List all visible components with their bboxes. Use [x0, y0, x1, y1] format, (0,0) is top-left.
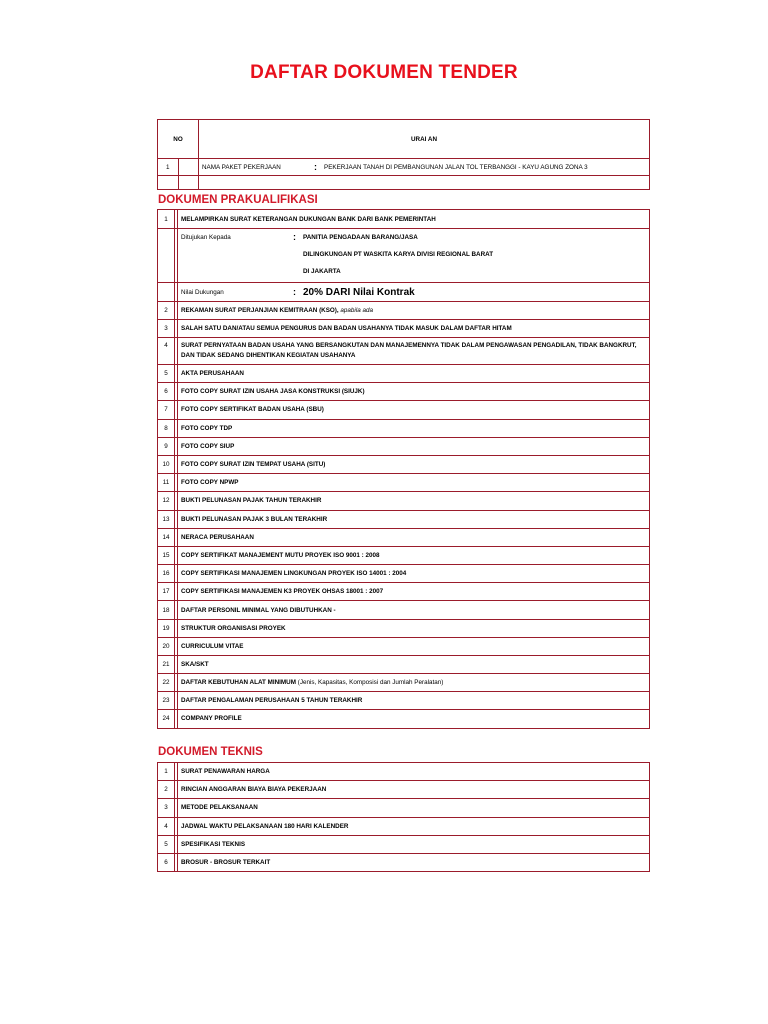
row-text: STRUKTUR ORGANISASI PROYEK	[178, 619, 650, 637]
table-row	[158, 510, 650, 528]
table-row	[158, 692, 650, 710]
row-number: 2	[158, 302, 175, 320]
row-number: 12	[158, 492, 175, 510]
table-row	[158, 565, 650, 583]
row-number: 18	[158, 601, 175, 619]
table-row	[158, 492, 650, 510]
row-text: SKA/SKT	[178, 656, 650, 674]
paket-label: NAMA PAKET PEKERJAAN	[202, 163, 281, 171]
table-row	[158, 637, 650, 655]
ditujukan-line-2: DILINGKUNGAN PT WASKITA KARYA DIVISI REGIONAL BARAT	[303, 251, 494, 258]
row-number: 9	[158, 437, 175, 455]
row-text: COMPANY PROFILE	[178, 710, 650, 728]
row-text: JADWAL WAKTU PELAKSANAAN 180 HARI KALENDER	[178, 817, 650, 835]
row-number: 4	[158, 817, 175, 835]
row-text: COPY SERTIFIKASI MANAJEMEN LINGKUNGAN PROYEK ISO 14001 : 2004	[178, 565, 650, 583]
table-row	[158, 437, 650, 455]
table-row	[158, 799, 650, 817]
row-number: 6	[158, 853, 175, 871]
prakualifikasi-table	[157, 209, 650, 729]
row-number: 20	[158, 637, 175, 655]
row-text: RINCIAN ANGGARAN BIAYA BIAYA PEKERJAAN	[178, 781, 650, 799]
row-number: 8	[158, 419, 175, 437]
row-text: COPY SERTIFIKASI MANAJEMEN K3 PROYEK OHSAS 18001 : 2007	[178, 583, 650, 601]
row-number: 22	[158, 674, 175, 692]
nilai-label: Nilai Dukungan	[181, 288, 224, 296]
ditujukan-line-3: DI JAKARTA	[303, 268, 341, 275]
row-text: FOTO COPY NPWP	[178, 474, 650, 492]
row-text	[178, 674, 650, 692]
paket-value: PEKERJAAN TANAH DI PEMBANGUNAN JALAN TOL TERBANGGI - KAYU AGUNG ZONA 3	[324, 163, 588, 171]
row-number: 6	[158, 383, 175, 401]
table-row	[158, 583, 650, 601]
kso-text: REKAMAN SURAT PERJANJIAN KEMITRAAN (KSO),	[181, 307, 339, 314]
row-number: 16	[158, 565, 175, 583]
row-number: 3	[158, 320, 175, 338]
colon: :	[293, 232, 296, 242]
row-text: FOTO COPY SURAT IZIN TEMPAT USAHA (SITU)	[178, 455, 650, 473]
row-number: 5	[158, 365, 175, 383]
row-number: 17	[158, 583, 175, 601]
row-number: 1	[158, 159, 179, 176]
row-text: FOTO COPY SERTIFIKAT BADAN USAHA (SBU)	[178, 401, 650, 419]
row-text: FOTO COPY SURAT IZIN USAHA JASA KONSTRUKSI (SIUJK)	[178, 383, 650, 401]
table-row	[158, 365, 650, 383]
row-text: SURAT PENAWARAN HARGA	[178, 763, 650, 781]
row-number: 2	[158, 781, 175, 799]
ditujukan-line-1: PANITIA PENGADAAN BARANG/JASA	[303, 234, 418, 241]
row-text: METODE PELAKSANAAN	[178, 799, 650, 817]
alat-text: DAFTAR KEBUTUHAN ALAT MINIMUM	[181, 679, 296, 687]
nilai-row	[181, 287, 649, 298]
row-number: 14	[158, 528, 175, 546]
table-row	[158, 601, 650, 619]
row-text: MELAMPIRKAN SURAT KETERANGAN DUKUNGAN BANK DARI BANK PEMERINTAH	[178, 210, 650, 229]
table-row	[158, 383, 650, 401]
colon: :	[314, 161, 317, 172]
row-number: 7	[158, 401, 175, 419]
column-header-uraian: URAI AN	[199, 120, 650, 159]
row-text: FOTO COPY SIUP	[178, 437, 650, 455]
table-row	[158, 528, 650, 546]
row-text: SALAH SATU DAN/ATAU SEMUA PENGURUS DAN BADAN USAHANYA TIDAK MASUK DALAM DAFTAR HITAM	[178, 320, 650, 338]
nilai-value: 20% DARI Nilai Kontrak	[303, 286, 415, 298]
row-number: 3	[158, 799, 175, 817]
row-text	[178, 302, 650, 320]
table-row	[158, 781, 650, 799]
paket-row	[202, 161, 649, 172]
pernyataan-line-2: DAN TIDAK SEDANG DIHENTIKAN KEGIATAN USAHANYA	[181, 352, 356, 359]
row-text: COPY SERTIFIKAT MANAJEMENT MUTU PROYEK ISO 9001 : 2008	[178, 546, 650, 564]
table-row	[158, 656, 650, 674]
table-row	[158, 619, 650, 637]
row-text: BUKTI PELUNASAN PAJAK TAHUN TERAKHIR	[178, 492, 650, 510]
teknis-table	[157, 762, 650, 872]
kso-note: apabila ada	[340, 307, 373, 314]
table-row	[158, 817, 650, 835]
row-text: FOTO COPY TDP	[178, 419, 650, 437]
row-number: 19	[158, 619, 175, 637]
table-row	[158, 419, 650, 437]
alat-note: (Jenis, Kapasitas, Komposisi dan Jumlah Peralatan)	[297, 679, 444, 687]
document-title: DAFTAR DOKUMEN TENDER	[250, 62, 518, 83]
table-row	[158, 835, 650, 853]
row-number: 15	[158, 546, 175, 564]
row-text: DAFTAR PERSONIL MINIMAL YANG DIBUTUHKAN -	[178, 601, 650, 619]
table-row	[158, 401, 650, 419]
row-number: 5	[158, 835, 175, 853]
row-text: BROSUR - BROSUR TERKAIT	[178, 853, 650, 871]
section-title-teknis: DOKUMEN TEKNIS	[158, 746, 263, 758]
row-number: 4	[158, 338, 175, 365]
header-table	[157, 119, 650, 190]
colon: :	[293, 286, 296, 297]
table-row	[158, 763, 650, 781]
row-text: DAFTAR PENGALAMAN PERUSAHAAN 5 TAHUN TERAKHIR	[178, 692, 650, 710]
column-header-no: NO	[158, 120, 199, 159]
row-number: 23	[158, 692, 175, 710]
table-row	[158, 474, 650, 492]
table-row	[158, 455, 650, 473]
row-text: CURRICULUM VITAE	[178, 637, 650, 655]
section-title-prakualifikasi: DOKUMEN PRAKUALIFIKASI	[158, 194, 318, 206]
ditujukan-row	[181, 234, 649, 275]
row-text: BUKTI PELUNASAN PAJAK 3 BULAN TERAKHIR	[178, 510, 650, 528]
row-number: 1	[158, 210, 175, 229]
table-row	[158, 710, 650, 728]
row-number: 10	[158, 455, 175, 473]
row-text: AKTA PERUSAHAAN	[178, 365, 650, 383]
row-text	[178, 338, 650, 365]
ditujukan-label: Ditujukan Kepada	[181, 234, 231, 241]
row-text: NERACA PERUSAHAAN	[178, 528, 650, 546]
row-number: 11	[158, 474, 175, 492]
row-number: 24	[158, 710, 175, 728]
row-number: 1	[158, 763, 175, 781]
pernyataan-line-1: SURAT PERNYATAAN BADAN USAHA YANG BERSANGKUTAN DAN MANAJEMENNYA TIDAK DALAM PENGAWASAN PENGADILAN, TIDAK BANGKRUT,	[181, 342, 637, 349]
table-row	[158, 546, 650, 564]
row-number: 21	[158, 656, 175, 674]
row-text: SPESIFIKASI TEKNIS	[178, 835, 650, 853]
row-number: 13	[158, 510, 175, 528]
table-row	[158, 853, 650, 871]
